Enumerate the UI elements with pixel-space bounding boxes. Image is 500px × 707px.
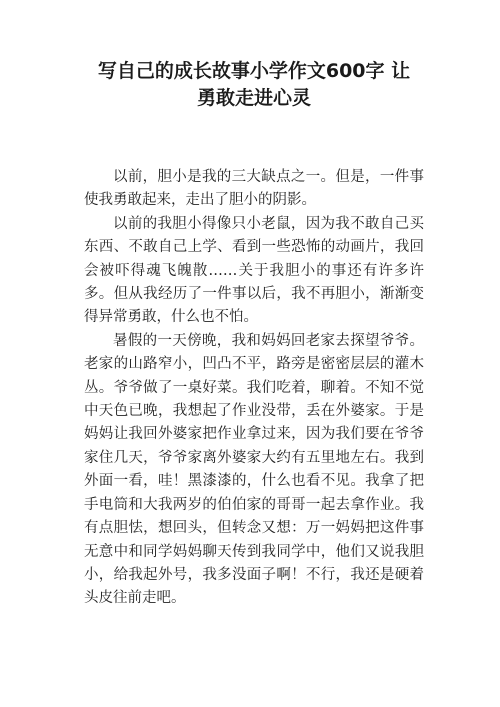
title-line-2: 勇敢走进心灵 [196,87,311,109]
document-title [84,58,424,112]
paragraph-1: 以前，胆小是我的三大缺点之一。但是，一件事使我勇敢起来，走出了胆小的阴影。 [84,169,424,209]
paragraph-2: 以前的我胆小得像只小老鼠，因为我不敢自己买东西、不敢自己上学、看到一些恐怖的动画片，我回会被吓得魂飞魄散……关于我胆小的事还有许多许多。但从我经历了一件事以后，我不再胆小，渐渐变得异常勇敢，什么也不怕。 [84,215,424,326]
document-body [84,166,424,611]
title-line-1: 写自己的成长故事小学作文600字 让 [97,60,411,82]
paragraph-3: 暑假的一天傍晚，我和妈妈回老家去探望爷爷。老家的山路窄小，凹凸不平，路旁是密密层层的灌木丛。爷爷做了一桌好菜。我们吃着，聊着。不知不觉中天色已晚，我想起了作业没带，丢在外婆家。于是妈妈让我回外婆家把作业拿过来，因为我们要在爷爷家住几天，爷爷家离外婆家大约有五里地左右。我到外面一看，哇！黑漆漆的，什么也看不见。我拿了把手电筒和大我两岁的伯伯家的哥哥一起去拿作业。我有点胆怯，想回头，但转念又想：万一妈妈把这件事无意中和同学妈妈聊天传到我同学中，他们又说我胆小，给我起外号，我多没面子啊！不行，我还是硬着头皮往前走吧。 [84,332,424,607]
